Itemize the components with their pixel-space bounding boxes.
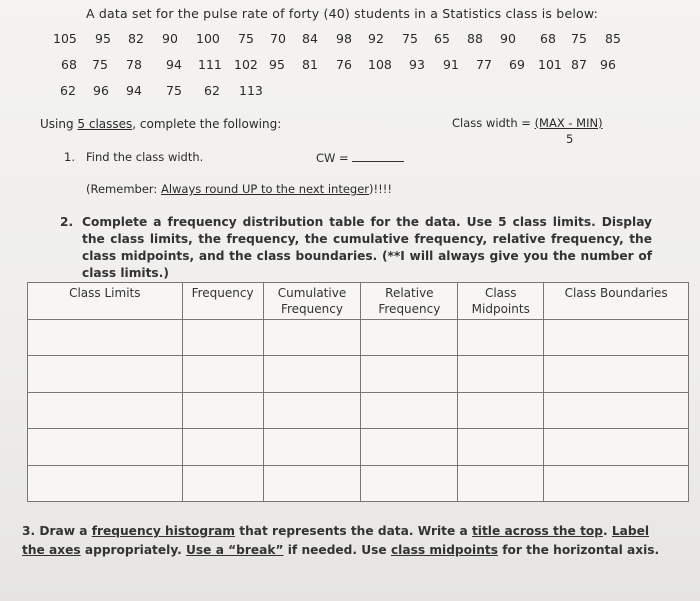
cw-blank[interactable] bbox=[352, 150, 404, 162]
table-cell[interactable] bbox=[182, 392, 263, 428]
table-cell[interactable] bbox=[263, 392, 361, 428]
header-class-limits: Class Limits bbox=[28, 283, 183, 320]
formula-denominator: 5 bbox=[566, 132, 574, 146]
cw-answer-line bbox=[316, 150, 404, 165]
data-value: 98 bbox=[336, 31, 352, 46]
item-3-text: Draw a bbox=[35, 524, 92, 538]
table-cell[interactable] bbox=[28, 392, 183, 428]
using-suffix: , complete the following: bbox=[132, 117, 282, 131]
item-1-text: Find the class width. bbox=[86, 150, 204, 164]
remember-prefix: (Remember: bbox=[86, 182, 161, 196]
data-value: 65 bbox=[434, 31, 450, 46]
header-cumulative-frequency: Cumulative Frequency bbox=[263, 283, 361, 320]
data-value: 82 bbox=[128, 31, 144, 46]
using-classes-text bbox=[40, 117, 281, 131]
table-row bbox=[28, 392, 689, 428]
table-cell[interactable] bbox=[28, 429, 183, 465]
data-value: 111 bbox=[198, 57, 222, 72]
table-cell[interactable] bbox=[263, 356, 361, 392]
data-value: 77 bbox=[476, 57, 492, 72]
item-3 bbox=[22, 522, 672, 560]
table-row bbox=[28, 429, 689, 465]
table-cell[interactable] bbox=[361, 465, 458, 501]
data-row-1 bbox=[0, 31, 700, 49]
table-row bbox=[28, 356, 689, 392]
data-value: 96 bbox=[600, 57, 616, 72]
remember-note bbox=[86, 182, 392, 196]
table-cell[interactable] bbox=[361, 392, 458, 428]
table-cell[interactable] bbox=[263, 465, 361, 501]
data-value: 75 bbox=[571, 31, 587, 46]
data-value: 62 bbox=[204, 83, 220, 98]
header-frequency: Frequency bbox=[182, 283, 263, 320]
five-classes-emphasis: 5 classes bbox=[77, 117, 133, 131]
data-row-2 bbox=[0, 57, 700, 75]
table-header-row bbox=[28, 283, 689, 320]
header-relative-frequency: Relative Frequency bbox=[361, 283, 458, 320]
table-row bbox=[28, 465, 689, 501]
data-row-3 bbox=[0, 83, 700, 101]
data-value: 75 bbox=[166, 83, 182, 98]
table-cell[interactable] bbox=[458, 465, 544, 501]
round-up-emphasis: Always round UP to the next integer bbox=[160, 182, 370, 196]
data-value: 70 bbox=[270, 31, 286, 46]
data-value: 88 bbox=[467, 31, 483, 46]
class-width-label: Class width = bbox=[452, 116, 535, 130]
table-cell[interactable] bbox=[544, 465, 689, 501]
item-3-text: that represents the data. Write a bbox=[235, 524, 472, 538]
data-value: 91 bbox=[443, 57, 459, 72]
data-value: 81 bbox=[302, 57, 318, 72]
item-3-text: if needed. Use bbox=[283, 543, 391, 557]
table-cell[interactable] bbox=[544, 392, 689, 428]
table-cell[interactable] bbox=[361, 320, 458, 356]
item-3-number: 3. bbox=[22, 524, 36, 538]
remember-suffix: )!!!! bbox=[369, 182, 392, 196]
table-cell[interactable] bbox=[458, 392, 544, 428]
data-value: 78 bbox=[126, 57, 142, 72]
data-value: 105 bbox=[53, 31, 77, 46]
class-midpoints-emphasis: class midpoints bbox=[390, 543, 498, 557]
frequency-histogram-emphasis: frequency histogram bbox=[91, 524, 236, 538]
data-value: 69 bbox=[509, 57, 525, 72]
data-value: 76 bbox=[336, 57, 352, 72]
data-value: 94 bbox=[126, 83, 142, 98]
data-value: 95 bbox=[269, 57, 285, 72]
data-value: 95 bbox=[95, 31, 111, 46]
table-cell[interactable] bbox=[544, 429, 689, 465]
table-cell[interactable] bbox=[182, 356, 263, 392]
data-value: 96 bbox=[93, 83, 109, 98]
data-value: 68 bbox=[540, 31, 556, 46]
header-class-boundaries: Class Boundaries bbox=[544, 283, 689, 320]
data-value: 90 bbox=[162, 31, 178, 46]
data-value: 101 bbox=[538, 57, 562, 72]
table-cell[interactable] bbox=[263, 429, 361, 465]
data-value: 62 bbox=[60, 83, 76, 98]
table-cell[interactable] bbox=[544, 320, 689, 356]
item-2-text: Complete a frequency distribution table for the data. Use 5 class limits. Display the class limits, the frequency, the cumulative frequency, relative frequency, the class midpoints, and the class boundaries. (**I will always give you the number of class limits.) bbox=[82, 215, 652, 280]
table-cell[interactable] bbox=[28, 320, 183, 356]
using-prefix: Using bbox=[40, 117, 78, 131]
formula-numerator: (MAX - MIN) bbox=[534, 116, 603, 130]
data-value: 84 bbox=[302, 31, 318, 46]
data-value: 85 bbox=[605, 31, 621, 46]
title-emphasis: title across the top bbox=[471, 524, 603, 538]
data-value: 94 bbox=[166, 57, 182, 72]
table-cell[interactable] bbox=[28, 465, 183, 501]
table-cell[interactable] bbox=[544, 356, 689, 392]
item-1-number: 1. bbox=[64, 150, 75, 164]
label-axes-emphasis: Label the axes bbox=[22, 524, 650, 557]
cw-label: CW = bbox=[316, 151, 353, 165]
data-value: 75 bbox=[238, 31, 254, 46]
table-row bbox=[28, 320, 689, 356]
data-value: 102 bbox=[234, 57, 258, 72]
table-cell[interactable] bbox=[361, 429, 458, 465]
header-class-midpoints: Class Midpoints bbox=[458, 283, 544, 320]
data-value: 90 bbox=[500, 31, 516, 46]
table-cell[interactable] bbox=[182, 429, 263, 465]
item-3-text: appropriately. bbox=[80, 543, 187, 557]
table-cell[interactable] bbox=[28, 356, 183, 392]
table-cell[interactable] bbox=[361, 356, 458, 392]
class-width-formula bbox=[452, 116, 603, 146]
table-cell[interactable] bbox=[182, 465, 263, 501]
table-cell[interactable] bbox=[458, 320, 544, 356]
item-2-number: 2. bbox=[60, 215, 74, 229]
intro-text: A data set for the pulse rate of forty (40) students in a Statistics class is below: bbox=[86, 6, 599, 21]
data-value: 87 bbox=[571, 57, 587, 72]
item-3-text: . bbox=[603, 524, 612, 538]
item-3-text: for the horizontal axis. bbox=[497, 543, 660, 557]
table-cell[interactable] bbox=[458, 429, 544, 465]
table-cell[interactable] bbox=[182, 320, 263, 356]
table-cell[interactable] bbox=[458, 356, 544, 392]
data-value: 113 bbox=[239, 83, 263, 98]
data-value: 75 bbox=[92, 57, 108, 72]
data-value: 92 bbox=[368, 31, 384, 46]
data-value: 93 bbox=[409, 57, 425, 72]
frequency-table bbox=[27, 282, 689, 502]
data-value: 68 bbox=[61, 57, 77, 72]
data-value: 108 bbox=[368, 57, 392, 72]
table-cell[interactable] bbox=[263, 320, 361, 356]
data-value: 100 bbox=[196, 31, 220, 46]
break-emphasis: Use a “break” bbox=[186, 543, 284, 557]
data-value: 75 bbox=[402, 31, 418, 46]
